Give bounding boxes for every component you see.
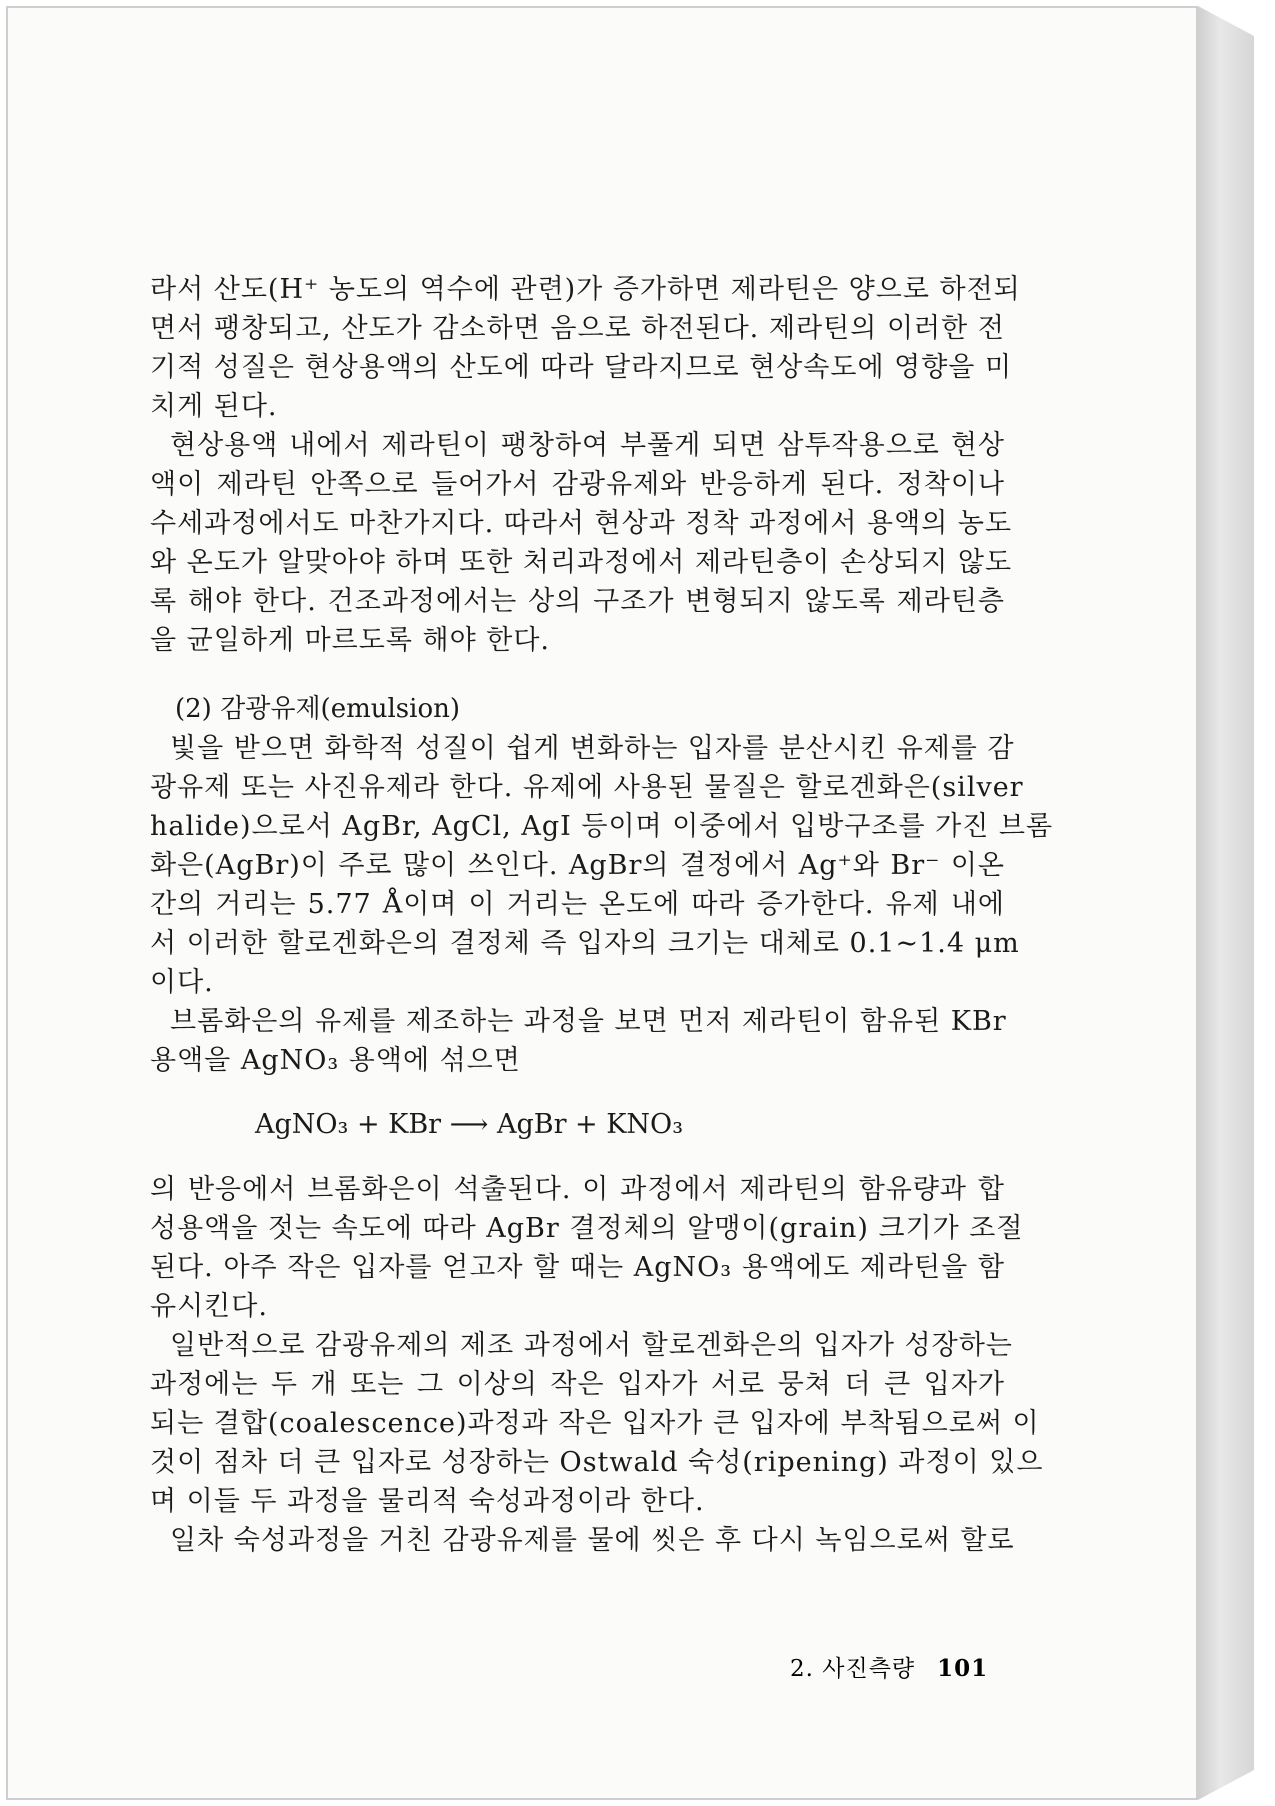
text-line: 의 반응에서 브롬화은이 석출된다. 이 과정에서 제라틴의 함유량과 합: [150, 1174, 1005, 1205]
paragraph-1: [150, 270, 1021, 426]
text-line: 유시킨다.: [150, 1291, 268, 1322]
paragraph-6: [150, 1326, 1044, 1521]
text-line: 며 이들 두 과정을 물리적 숙성과정이라 한다.: [150, 1486, 705, 1517]
text-line: 것이 점차 더 큰 입자로 성장하는 Ostwald 숙성(ripening) 과정이 있으: [150, 1447, 1044, 1478]
text-line: 빛을 받으면 화학적 성질이 쉽게 변화하는 입자를 분산시킨 유제를 감: [170, 733, 1015, 764]
paragraph-5: [150, 1170, 1024, 1326]
text-line: 과정에는 두 개 또는 그 이상의 작은 입자가 서로 뭉쳐 더 큰 입자가: [150, 1369, 1005, 1400]
running-footer: [790, 1650, 988, 1683]
text-line: 현상용액 내에서 제라틴이 팽창하여 부풀게 되면 삼투작용으로 현상: [170, 430, 1005, 461]
text-line: halide)으로서 AgBr, AgCl, AgI 등이며 이중에서 입방구조를 가진 브롬: [150, 811, 1054, 842]
text-line: 화은(AgBr)이 주로 많이 쓰인다. AgBr의 결정에서 Ag⁺와 Br⁻ 이온: [150, 850, 1005, 881]
text-line: 와 온도가 알맞아야 하며 또한 처리과정에서 제라틴층이 손상되지 않도: [150, 547, 1013, 578]
paragraph-3: [150, 729, 1054, 1002]
book-edge: [1198, 6, 1254, 1800]
paragraph-2: [150, 426, 1013, 660]
text-line: 광유제 또는 사진유제라 한다. 유제에 사용된 물질은 할로겐화은(silver: [150, 772, 1024, 803]
paragraph-7: [150, 1521, 1015, 1560]
text-line: 록 해야 한다. 건조과정에서는 상의 구조가 변형되지 않도록 제라틴층: [150, 586, 1005, 617]
text-line: 치게 된다.: [150, 391, 278, 422]
text-line: 수세과정에서도 마찬가지다. 따라서 현상과 정착 과정에서 용액의 농도: [150, 508, 1013, 539]
text-line: 기적 성질은 현상용액의 산도에 따라 달라지므로 현상속도에 영향을 미: [150, 352, 1013, 383]
text-line: 액이 제라틴 안쪽으로 들어가서 감광유제와 반응하게 된다. 정착이나: [150, 469, 1005, 500]
section-heading: (2) 감광유제(emulsion): [175, 694, 461, 724]
page-number: 101: [937, 1655, 989, 1682]
text-line: 이다.: [150, 967, 214, 998]
chemical-equation: AgNO₃ + KBr ⟶ AgBr + KNO₃: [255, 1109, 684, 1140]
text-line: 브롬화은의 유제를 제조하는 과정을 보면 먼저 제라틴이 함유된 KBr: [170, 1006, 1007, 1037]
paragraph-4: [150, 1002, 1005, 1080]
text-line: 일반적으로 감광유제의 제조 과정에서 할로겐화은의 입자가 성장하는: [170, 1330, 1013, 1361]
text-line: 서 이러한 할로겐화은의 결정체 즉 입자의 크기는 대체로 0.1∼1.4 μm: [150, 928, 1020, 959]
text-line: 라서 산도(H⁺ 농도의 역수에 관련)가 증가하면 제라틴은 양으로 하전되: [150, 274, 1021, 305]
text-line: 을 균일하게 마르도록 해야 한다.: [150, 625, 550, 656]
text-line: 성용액을 젓는 속도에 따라 AgBr 결정체의 알맹이(grain) 크기가 조절: [150, 1213, 1024, 1244]
text-line: 용액을 AgNO₃ 용액에 섞으면: [150, 1045, 521, 1076]
text-line: 일차 숙성과정을 거친 감광유제를 물에 씻은 후 다시 녹임으로써 할로: [170, 1525, 1015, 1556]
page-body: [150, 270, 1054, 1560]
text-line: 된다. 아주 작은 입자를 얻고자 할 때는 AgNO₃ 용액에도 제라틴을 함: [150, 1252, 1005, 1283]
footer-section: 2. 사진측량: [790, 1656, 916, 1682]
text-line: 간의 거리는 5.77 Å이며 이 거리는 온도에 따라 증가한다. 유제 내에: [150, 889, 1005, 920]
text-line: 면서 팽창되고, 산도가 감소하면 음으로 하전된다. 제라틴의 이러한 전: [150, 313, 1005, 344]
text-line: 되는 결합(coalescence)과정과 작은 입자가 큰 입자에 부착됨으로써 이: [150, 1408, 1040, 1439]
